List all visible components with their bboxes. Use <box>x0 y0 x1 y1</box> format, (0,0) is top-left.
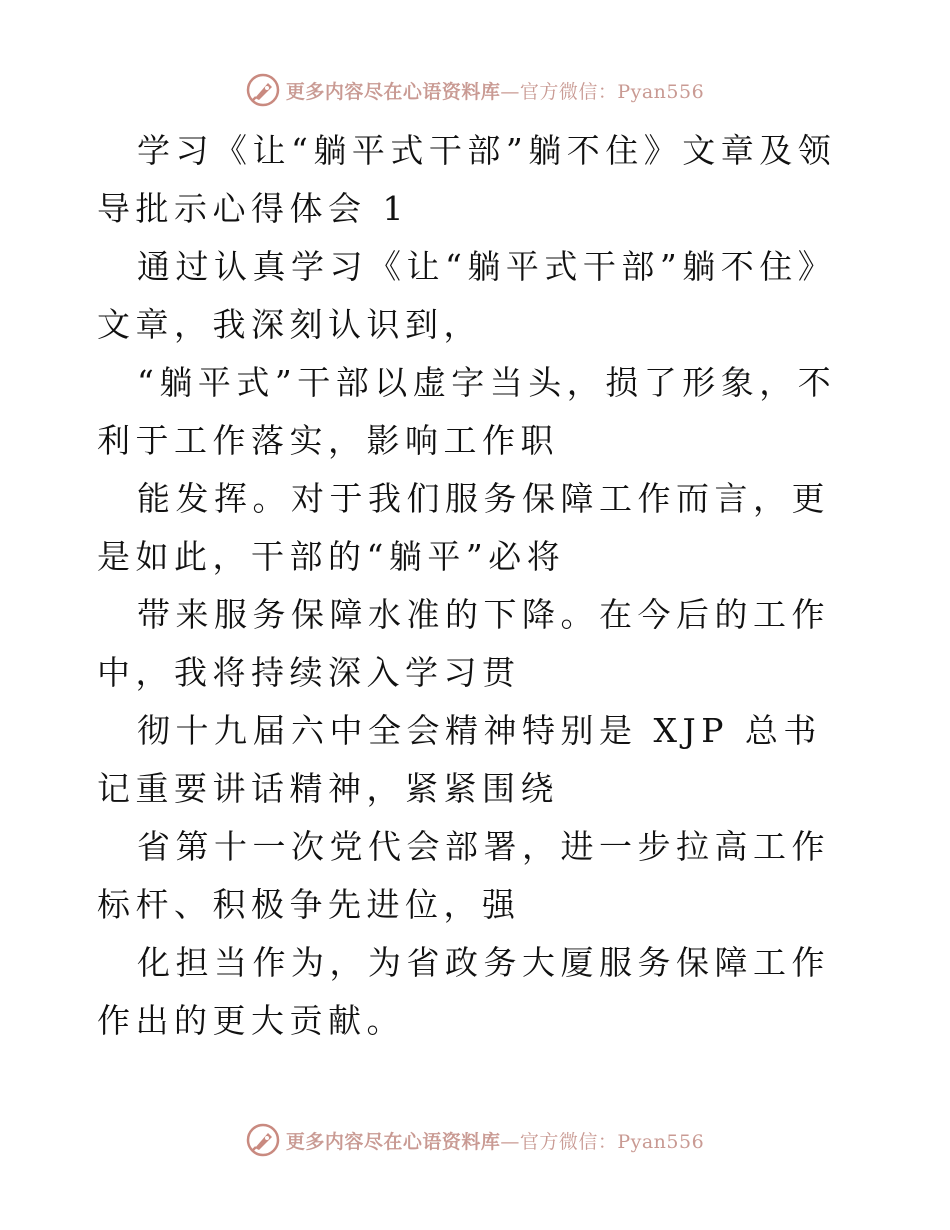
footer-watermark <box>0 1120 950 1160</box>
paragraph: 通过认真学习《让“躺平式干部”躺不住》文章，我深刻认识到， <box>97 247 837 344</box>
pen-nib-logo-icon <box>246 1123 280 1157</box>
paragraph: 化担当作为，为省政务大厦服务保障工作作出的更大贡献。 <box>97 943 830 1040</box>
paragraph: “躺平式”干部以虚字当头，损了形象，不利于工作落实，影响工作职 <box>97 363 837 460</box>
paragraph: 带来服务保障水准的下降。在今后的工作中，我将持续深入学习贯 <box>97 595 830 692</box>
paragraph: 省第十一次党代会部署，进一步拉高工作标杆、积极争先进位，强 <box>97 827 830 924</box>
paragraph: 彻十九届六中全会精神特别是 XJP 总书记重要讲话精神，紧紧围绕 <box>97 711 822 808</box>
pen-nib-logo-icon <box>246 73 280 107</box>
watermark-text: 更多内容尽在心语资料库—官方微信：Pyan556 <box>285 1130 705 1153</box>
document-title: 学习《让“躺平式干部”躺不住》文章及领导批示心得体会 1 <box>97 131 837 228</box>
header-watermark <box>0 70 950 110</box>
document-body <box>97 122 857 1050</box>
watermark-text: 更多内容尽在心语资料库—官方微信：Pyan556 <box>285 80 705 103</box>
paragraph: 能发挥。对于我们服务保障工作而言，更是如此，干部的“躺平”必将 <box>97 479 830 576</box>
